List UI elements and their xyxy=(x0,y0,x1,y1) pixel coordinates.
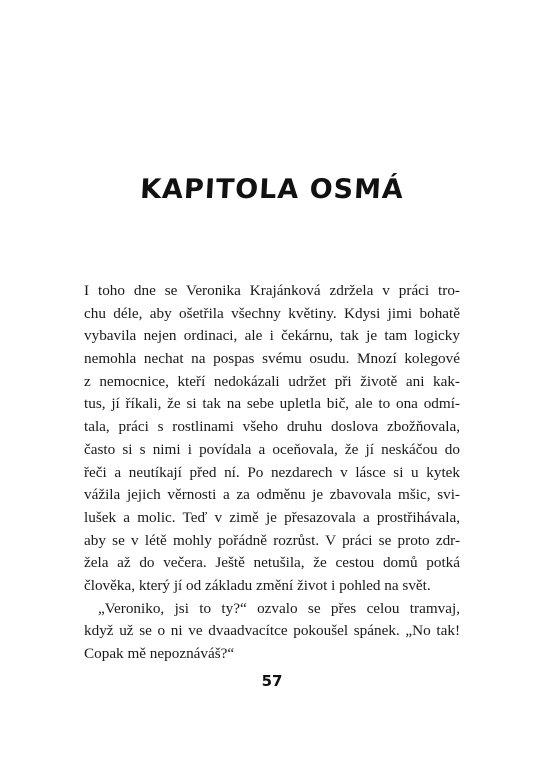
text-line: když už se o ni ve dvaadvacítce pokoušel spánek. „No tak! xyxy=(84,622,460,640)
text-line: tala, práci s rostlinami všeho druhu doslova zbožňovala, xyxy=(84,418,460,436)
text-line: lušek a molic. Teď v zimě je přesazovala a prostřihávala, xyxy=(84,508,460,526)
chapter-body xyxy=(84,280,460,666)
text-line: Copak mě nepoznáváš?“ xyxy=(84,645,235,662)
text-line: „Veroniko, jsi to ty?“ ozvalo se přes celou tramvaj, xyxy=(98,599,460,617)
text-line: aby se v létě mohly pořádně rozrůst. V práci se proto zdr- xyxy=(84,531,460,549)
text-line: vybavila nejen ordinaci, ale i čekárnu, tak je tam logicky xyxy=(84,327,460,345)
text-line: z nemocnice, kteří nedokázali udržet při životě ani kak- xyxy=(84,372,460,390)
text-line: nemohla nechat na pospas svému osudu. Mnozí kolegové xyxy=(84,350,460,368)
paragraph-1 xyxy=(84,280,460,598)
text-line: člověka, který jí od základu změní život i pohled na svět. xyxy=(84,576,431,594)
text-line: často si s nimi i povídala a oceňovala, že jí neskáčou do xyxy=(84,440,460,458)
text-line: žela až do večera. Ještě netušila, že cestou domů potká xyxy=(84,554,460,572)
text-line: řeči a neutíkají před ní. Po nezdarech v lásce si u kytek xyxy=(84,463,460,481)
paragraph-2 xyxy=(84,598,460,666)
text-line: chu déle, aby ošetřila všechny květiny. Kdysi jimi bohatě xyxy=(84,304,460,322)
page-number: 57 xyxy=(261,672,283,690)
text-line: vážila jejich věrnosti a za odměnu je zbavovala mšic, svi- xyxy=(84,486,460,504)
text-line: tus, jí říkali, že si tak na sebe upletla bič, ale to ona odmí- xyxy=(84,395,460,413)
text-line: I toho dne se Veronika Krajánková zdržela v práci tro- xyxy=(84,282,460,299)
chapter-title: KAPITOLA OSMÁ xyxy=(139,174,405,205)
